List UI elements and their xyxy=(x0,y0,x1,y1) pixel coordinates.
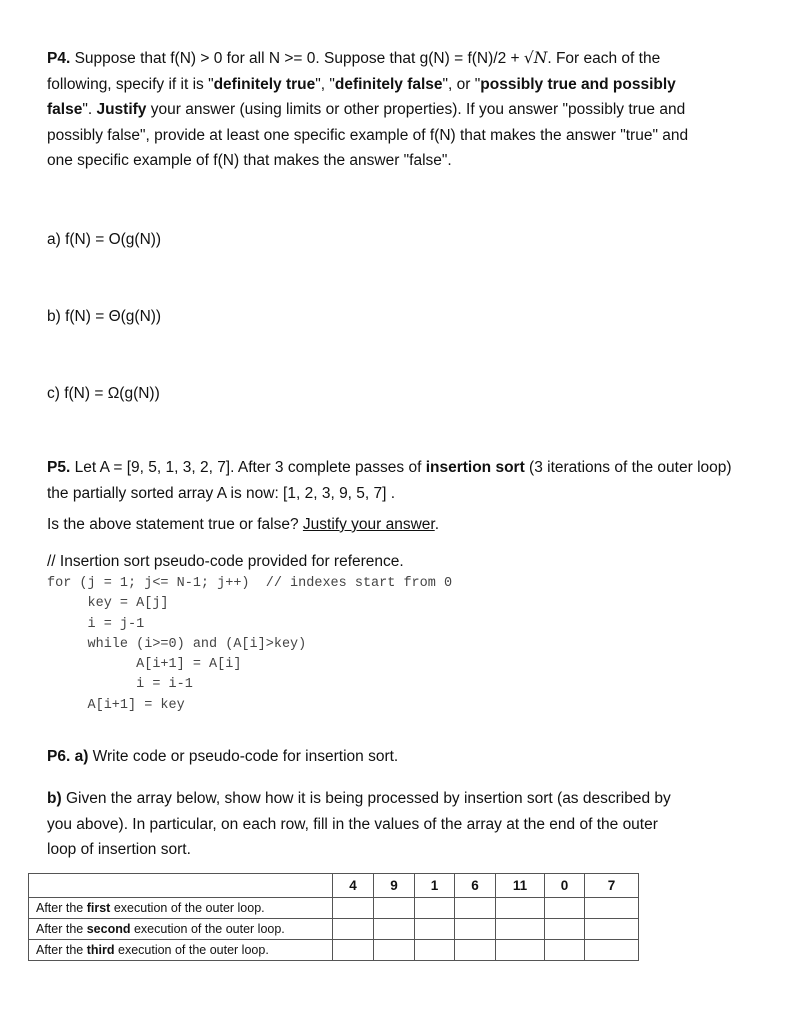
p5-question-suffix: . xyxy=(434,516,440,533)
text-run: following, specify if it is " xyxy=(47,75,214,93)
text-run: ", " xyxy=(315,75,335,93)
code-comment: // Insertion sort pseudo-code provided for reference. xyxy=(47,553,404,570)
code-line: A[i+1] = A[i] xyxy=(47,657,242,673)
text-run: ", or " xyxy=(442,75,481,93)
text-run: After the xyxy=(36,901,87,915)
text-run: . For each of the xyxy=(547,50,661,67)
answer-cell[interactable] xyxy=(415,898,455,919)
text-line xyxy=(47,812,658,838)
p6-a-text: Write code or pseudo-code for insertion sort. xyxy=(88,748,399,765)
answer-cell[interactable] xyxy=(496,919,545,940)
table-row xyxy=(29,919,639,940)
row-label xyxy=(29,898,333,919)
text-run: possibly false", provide at least one specific example of f(N) that makes the answer "true" and xyxy=(47,126,689,144)
p4-part-c: c) f(N) = Ω(g(N)) xyxy=(47,385,160,402)
text-run: insertion sort xyxy=(425,459,525,476)
text-run: Suppose that f(N) > 0 for all N >= 0. Suppose that g(N) = f(N)/2 + xyxy=(70,50,524,67)
text-run: Let A = [9, 5, 1, 3, 2, 7]. After 3 complete passes of xyxy=(70,459,426,476)
answer-cell[interactable] xyxy=(333,919,374,940)
array-value-cell: 6 xyxy=(455,874,496,898)
answer-cell[interactable] xyxy=(455,898,496,919)
answer-cell[interactable] xyxy=(455,940,496,961)
text-line xyxy=(47,72,676,98)
table-row xyxy=(29,898,639,919)
text-line xyxy=(47,455,732,481)
code-line: i = i-1 xyxy=(47,677,193,693)
text-run: After the xyxy=(36,922,87,936)
answer-cell[interactable] xyxy=(455,919,496,940)
table-row xyxy=(29,940,639,961)
table-header-empty-cell xyxy=(29,874,333,898)
text-run: (3 iterations of the outer loop) xyxy=(524,459,732,476)
text-run: definitely true xyxy=(213,75,316,93)
answer-cell[interactable] xyxy=(496,940,545,961)
p6-a-label: P6. a) xyxy=(47,748,89,765)
text-run: P5. xyxy=(47,459,71,476)
text-line xyxy=(47,123,688,149)
text-run: second xyxy=(86,922,131,936)
p4-part-b: b) f(N) = Θ(g(N)) xyxy=(47,308,162,325)
text-run: loop of insertion sort. xyxy=(47,841,191,858)
text-run: execution of the outer loop. xyxy=(110,901,265,915)
code-line: key = A[j] xyxy=(47,596,169,612)
row-label xyxy=(29,940,333,961)
pseudo-code-block xyxy=(47,574,452,716)
answer-cell[interactable] xyxy=(545,940,585,961)
p4-part-a: a) f(N) = O(g(N)) xyxy=(47,231,162,248)
insertion-sort-table xyxy=(28,873,639,961)
text-run: Justify xyxy=(96,101,147,118)
text-line xyxy=(47,148,452,174)
answer-cell[interactable] xyxy=(545,919,585,940)
code-line: while (i>=0) and (A[i]>key) xyxy=(47,636,307,652)
text-run: execution of the outer loop. xyxy=(114,943,269,957)
answer-cell[interactable] xyxy=(333,898,374,919)
answer-cell[interactable] xyxy=(415,919,455,940)
text-run: one specific example of f(N) that makes the answer "false". xyxy=(47,152,452,169)
answer-cell[interactable] xyxy=(496,898,545,919)
text-line xyxy=(47,46,660,72)
answer-cell[interactable] xyxy=(374,940,415,961)
text-run: P4. xyxy=(47,50,71,67)
answer-cell[interactable] xyxy=(415,940,455,961)
text-run: b) xyxy=(47,790,62,807)
p6-part-b xyxy=(47,786,747,863)
text-run: Given the array below, show how it is being processed by insertion sort (as described by xyxy=(61,790,671,807)
table-header-row xyxy=(29,874,639,898)
text-line xyxy=(47,97,685,123)
text-line xyxy=(47,481,395,507)
array-value-cell: 9 xyxy=(374,874,415,898)
text-run: ". xyxy=(82,101,97,118)
array-value-cell: 0 xyxy=(545,874,585,898)
p5-prompt xyxy=(47,455,747,506)
text-run: execution of the outer loop. xyxy=(130,922,285,936)
text-run: first xyxy=(86,901,111,915)
answer-cell[interactable] xyxy=(374,919,415,940)
sqrt-n-symbol: √N xyxy=(523,49,548,67)
text-run: possibly true and possibly xyxy=(480,75,676,93)
text-run: your answer (using limits or other properties). If you answer "possibly true and xyxy=(146,101,686,118)
answer-cell[interactable] xyxy=(545,898,585,919)
array-value-cell: 7 xyxy=(585,874,639,898)
code-line: i = j-1 xyxy=(47,616,145,632)
text-run: After the xyxy=(36,943,87,957)
code-line: A[i+1] = key xyxy=(47,697,185,713)
code-line: for (j = 1; j<= N-1; j++) // indexes start from 0 xyxy=(47,576,453,591)
text-line xyxy=(47,786,671,812)
text-run: the partially sorted array A is now: [1, 2, 3, 9, 5, 7] . xyxy=(47,484,396,502)
p5-justify-link: Justify your answer xyxy=(302,516,435,533)
row-label xyxy=(29,919,333,940)
text-run: false xyxy=(47,101,83,118)
text-run: you above). In particular, on each row, fill in the values of the array at the end of the outer xyxy=(47,815,658,833)
answer-cell[interactable] xyxy=(585,919,639,940)
p5-question xyxy=(47,516,439,534)
answer-cell[interactable] xyxy=(585,898,639,919)
answer-cell[interactable] xyxy=(333,940,374,961)
answer-cell[interactable] xyxy=(585,940,639,961)
array-value-cell: 4 xyxy=(333,874,374,898)
text-line xyxy=(47,837,191,863)
answer-cell[interactable] xyxy=(374,898,415,919)
p5-question-prefix: Is the above statement true or false? xyxy=(47,516,303,533)
text-run: definitely false xyxy=(334,75,443,93)
text-run: third xyxy=(86,943,115,957)
p4-prompt xyxy=(47,46,747,174)
p6-part-a xyxy=(47,748,398,766)
array-value-cell: 11 xyxy=(496,874,545,898)
array-value-cell: 1 xyxy=(415,874,455,898)
